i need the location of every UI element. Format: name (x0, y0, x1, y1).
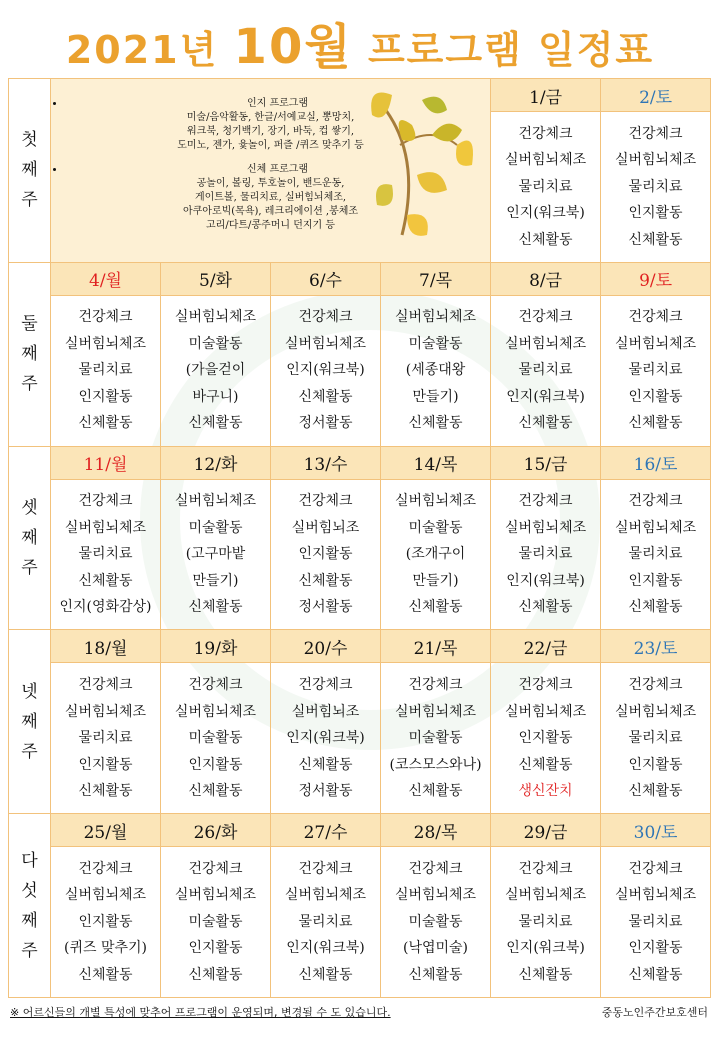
day-activities: 건강체크 실버힘뇌체조 미술활동 인지활동 신체활동 (161, 847, 271, 998)
day-header: 20/수 (271, 630, 381, 663)
day-header: 7/목 (381, 262, 491, 295)
day-activities: 건강체크 실버힘뇌체조 물리치료 인지(워크북) 신체활동 (491, 847, 601, 998)
week-5-header-row (9, 814, 711, 847)
day-header: 19/화 (161, 630, 271, 663)
day-activities: 실버힘뇌체조 미술활동 (고구마밭 만들기) 신체활동 (161, 479, 271, 630)
week-4-header-row (9, 630, 711, 663)
day-header: 30/토 (601, 814, 711, 847)
page-title: 2021년 10월 프로그램 일정표 (65, 19, 655, 75)
week-3-label: 셋 째 주 (9, 446, 51, 630)
day-header: 5/화 (161, 262, 271, 295)
week-4-label: 넷 째 주 (9, 630, 51, 814)
day-header: 8/금 (491, 262, 601, 295)
week-5-activity-row (9, 847, 711, 998)
week-2-header-row (9, 262, 711, 295)
day-activities: 건강체크 실버힘뇌체조 물리치료 인지(워크북) 신체활동 (271, 847, 381, 998)
day-activities: 실버힘뇌체조 미술활동 (가을걷이 바구니) 신체활동 (161, 295, 271, 446)
week-4-activity-row (9, 663, 711, 814)
day-activities: 건강체크 실버힘뇌체조 인지활동 (퀴즈 맞추기) 신체활동 (51, 847, 161, 998)
day-header: 16/토 (601, 446, 711, 479)
day-activities: 건강체크 실버힘뇌체조 물리치료 인지활동 신체활동 (51, 295, 161, 446)
week-3-activity-row (9, 479, 711, 630)
day-activities: 건강체크 실버힘뇌체조 물리치료 인지활동 신체활동 (601, 295, 711, 446)
day-activities: 건강체크 실버힘뇌체조 인지활동 신체활동 생신잔치 (491, 663, 601, 814)
day-activities: 건강체크 실버힘뇌체조 물리치료 인지활동 신체활동 (601, 112, 711, 263)
day-activities: 건강체크 실버힘뇌체조 물리치료 인지(워크북) 신체활동 (491, 479, 601, 630)
week-5-label: 다 섯 째 주 (9, 814, 51, 998)
day-header: 2/토 (601, 79, 711, 112)
cognitive-title: • 인지 프로그램 (65, 97, 490, 111)
ginkgo-leaf-icon (362, 85, 482, 245)
day-activities: 실버힘뇌체조 미술활동 (조개구이 만들기) 신체활동 (381, 479, 491, 630)
day-header: 14/목 (381, 446, 491, 479)
day-header: 29/금 (491, 814, 601, 847)
day-activities: 건강체크 실버힘뇌체조 물리치료 인지활동 신체활동 (51, 663, 161, 814)
day-header: 18/월 (51, 630, 161, 663)
day-activities: 건강체크 실버힘뇌체조 미술활동 (코스모스와나) 신체활동 (381, 663, 491, 814)
day-activities: 건강체크 실버힘뇌체조 물리치료 인지활동 신체활동 (601, 847, 711, 998)
day-header: 11/월 (51, 446, 161, 479)
week-3-header-row (9, 446, 711, 479)
day-activities: 건강체크 실버힘뇌체조 물리치료 인지(워크북) 신체활동 (491, 295, 601, 446)
schedule-table (8, 78, 711, 998)
day-header: 12/화 (161, 446, 271, 479)
birthday-party: 생신잔치 (518, 783, 573, 800)
day-activities: 실버힘뇌체조 미술활동 (세종대왕 만들기) 신체활동 (381, 295, 491, 446)
day-header: 21/목 (381, 630, 491, 663)
day-header: 4/월 (51, 262, 161, 295)
week-2-label: 둘 째 주 (9, 262, 51, 446)
day-activities: 건강체크 실버힘뇌체조 물리치료 인지활동 신체활동 (601, 663, 711, 814)
day-activities: 건강체크 실버힘뇌체조 물리치료 신체활동 인지(영화감상) (51, 479, 161, 630)
day-activities: 건강체크 실버힘뇌체조 물리치료 인지활동 신체활동 (601, 479, 711, 630)
day-header: 9/토 (601, 262, 711, 295)
day-activities: 건강체크 실버힘뇌체조 미술활동 (낙엽미술) 신체활동 (381, 847, 491, 998)
day-header: 13/수 (271, 446, 381, 479)
day-activities: 건강체크 실버힘뇌조 인지활동 신체활동 정서활동 (271, 479, 381, 630)
footer-center-name: 중동노인주간보호센터 (601, 1006, 708, 1019)
day-header: 6/수 (271, 262, 381, 295)
day-header: 15/금 (491, 446, 601, 479)
day-activities: 건강체크 실버힘뇌체조 인지(워크북) 신체활동 정서활동 (271, 295, 381, 446)
day-header: 25/월 (51, 814, 161, 847)
day-header: 1/금 (491, 79, 601, 112)
physical-title: • 신체 프로그램 (65, 163, 490, 177)
day-header: 23/토 (601, 630, 711, 663)
day-header: 26/화 (161, 814, 271, 847)
week-1-label: 첫 째 주 (9, 79, 51, 263)
day-activities: 건강체크 실버힘뇌조 인지(워크북) 신체활동 정서활동 (271, 663, 381, 814)
day-header: 28/목 (381, 814, 491, 847)
week-1-header-row (9, 79, 711, 112)
week-2-activity-row (9, 295, 711, 446)
day-header: 27/수 (271, 814, 381, 847)
footer-notice: ※ 어르신들의 개별 특성에 맞추어 프로그램이 운영되며, 변경될 수 도 있습니다. (10, 1006, 391, 1019)
day-activities: 건강체크 실버힘뇌체조 미술활동 인지활동 신체활동 (161, 663, 271, 814)
program-note: • 인지 프로그램 미술/음악활동, 한글/서예교실, 뽕망치, 워크북, 청기백기, 장기, 바둑, 컵 쌓기, 도미노, 젠가, 윷놀이, 퍼즐 /퀴즈 맞추기 등 • 신체 프로그램 공놀이, 볼링, 투호놀이, 밴드운동, 게이트볼, 물리치료, 실버힘뇌체조, 아쿠아로빅(목욕), 레크리에이션 ,봉체조 고리/다트/콩주머니 던지기 등 (51, 79, 491, 263)
day-activities: 건강체크 실버힘뇌체조 물리치료 인지(워크북) 신체활동 (491, 112, 601, 263)
day-header: 22/금 (491, 630, 601, 663)
